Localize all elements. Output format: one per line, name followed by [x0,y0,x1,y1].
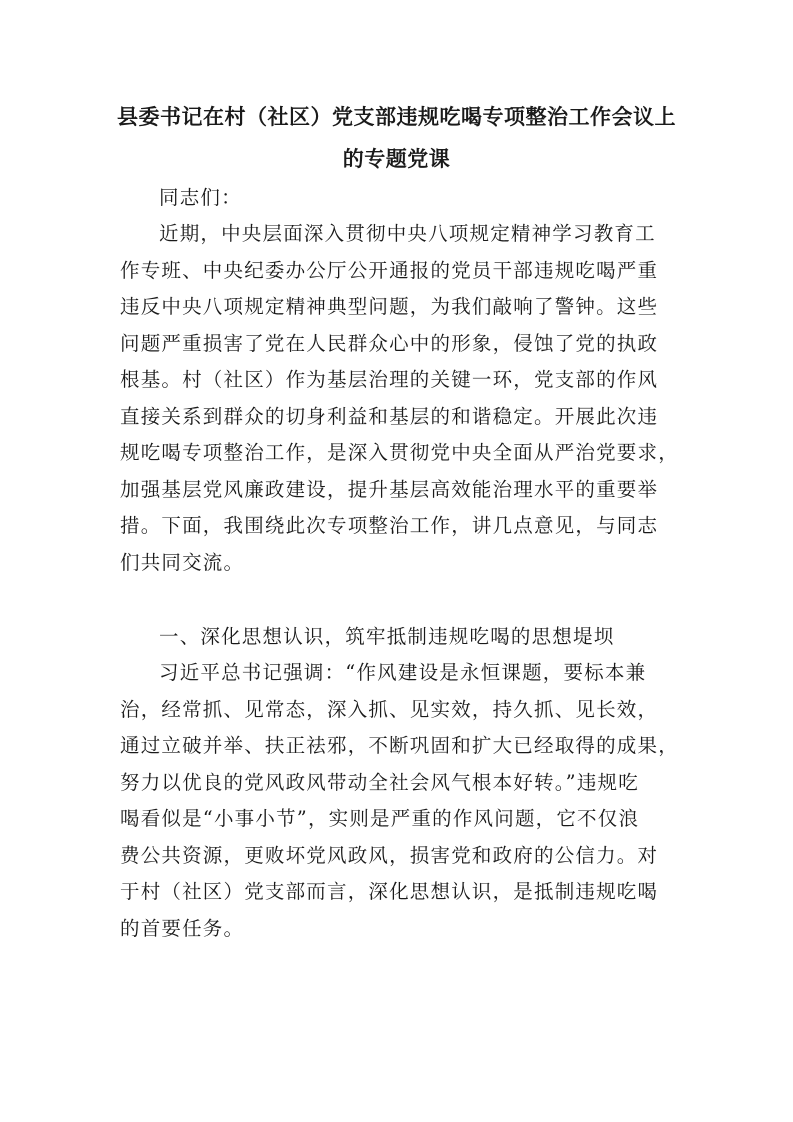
paragraph-line: 措。下面，我围绕此次专项整治工作，讲几点意见，与同志 [120,514,659,537]
section-heading-1 [120,619,680,656]
section-heading-text: 一、深化思想认识，筑牢抵制违规吃喝的思想堤坝 [159,625,615,648]
paragraph-line: 问题严重损害了党在人民群众心中的形象，侵蚀了党的执政 [120,331,659,355]
paragraph-line: 努力以优良的党风政风带动全社会风气根本好转。”违规吃 [120,770,639,794]
paragraph-line: 直接关系到群众的切身利益和基层的和谐稳定。开展此次违 [120,404,659,428]
paragraph-line: 规吃喝专项整治工作，是深入贯彻党中央全面从严治党要求， [120,441,679,464]
greeting-text: 同志们： [159,186,242,209]
title-line-1: 县委书记在村（社区）党支部违规吃喝专项整治工作会议上 [117,105,676,129]
paragraph-line: 加强基层党风廉政建设，提升基层高效能治理水平的重要举 [120,477,659,501]
paragraph-line: 作专班、中央纪委办公厅公开通报的党员干部违规吃喝严重 [120,258,659,282]
paragraph-line: 违反中央八项规定精神典型问题，为我们敲响了警钟。这些 [120,295,659,318]
paragraph-line: 于村（社区）党支部而言，深化思想认识，是抵制违规吃喝 [120,880,659,903]
paragraph-line: 习近平总书记强调：“作风建设是永恒课题，要标本兼 [159,661,647,684]
paragraph-section-1 [120,655,680,947]
paragraph-line: 通过立破并举、扶正祛邪，不断巩固和扩大已经取得的成果， [120,734,679,757]
paragraph-line: 近期，中央层面深入贯彻中央八项规定精神学习教育工 [159,222,656,245]
greeting [120,180,680,217]
paragraph-line: 治，经常抓、见常态，深入抓、见实效，持久抓、见长效， [120,697,659,721]
paragraph-line: 的首要任务。 [120,916,245,940]
paragraph-line: 喝看似是“小事小节”，实则是严重的作风问题，它不仅浪 [120,807,640,830]
paragraph-line: 费公共资源，更败坏党风政风，损害党和政府的公信力。对 [120,843,659,867]
paragraph-line: 根基。村（社区）作为基层治理的关键一环，党支部的作风 [120,368,659,391]
paragraph-line: 们共同交流。 [120,550,245,574]
title-line-2: 的专题党课 [342,147,451,171]
document-title [110,96,683,180]
paragraph-intro [120,216,680,581]
